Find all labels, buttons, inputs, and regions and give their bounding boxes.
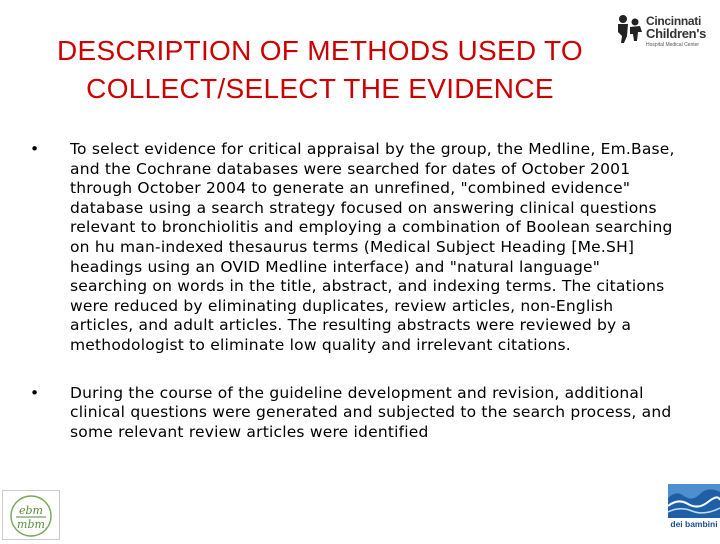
slide-title: DESCRIPTION OF METHODS USED TO COLLECT/SELECT THE EVIDENCE xyxy=(56,35,583,104)
ebm-circle-icon xyxy=(2,490,60,540)
wave-icon xyxy=(668,484,720,518)
bullet-dot: • xyxy=(30,383,40,402)
bullet-item xyxy=(30,140,680,356)
bullet-text: During the course of the guideline development and revision, additional clinical questions were generated and subjected to the search process, and some relevant review articles were identified xyxy=(70,383,672,441)
bullet-dot: • xyxy=(30,140,40,158)
bullet-item xyxy=(30,384,680,443)
ebm-logo xyxy=(2,490,60,540)
children-figures-icon xyxy=(616,14,644,44)
logo-line-3: Hospital Medical Center xyxy=(646,42,700,48)
bambini-text: dei bambini xyxy=(670,519,718,529)
svg-text:ebm: ebm xyxy=(19,504,43,517)
cincinnati-childrens-logo xyxy=(614,14,718,50)
logo-line-1: Cincinnati xyxy=(646,14,702,28)
logo-line-2: Children's xyxy=(646,26,707,41)
bullet-text: To select evidence for critical appraisal by the group, the Medline, Em.Base, and the Cochrane databases were searched for dates of October 2001 through October 2004 to generate an unrefined, "combined evidence" database using a search strategy focused on answering clinical questions relevant to bronchiolitis and employing a combination of Boolean searching on hu man-indexed thesaurus terms (Medical Subject Heading [Me.SH] headings using an OVID Medline interface) and "natural language" searching on words in the title, abstract, and indexing terms. The citations were reduced by eliminating duplicates, review articles, non-English articles, and adult articles. The resulting abstracts were reviewed by a methodologist to eliminate low quality and irrelevant citations. xyxy=(70,140,675,354)
bambini-logo xyxy=(668,484,720,540)
bullet-list xyxy=(30,140,680,442)
svg-text:mbm: mbm xyxy=(17,518,45,531)
